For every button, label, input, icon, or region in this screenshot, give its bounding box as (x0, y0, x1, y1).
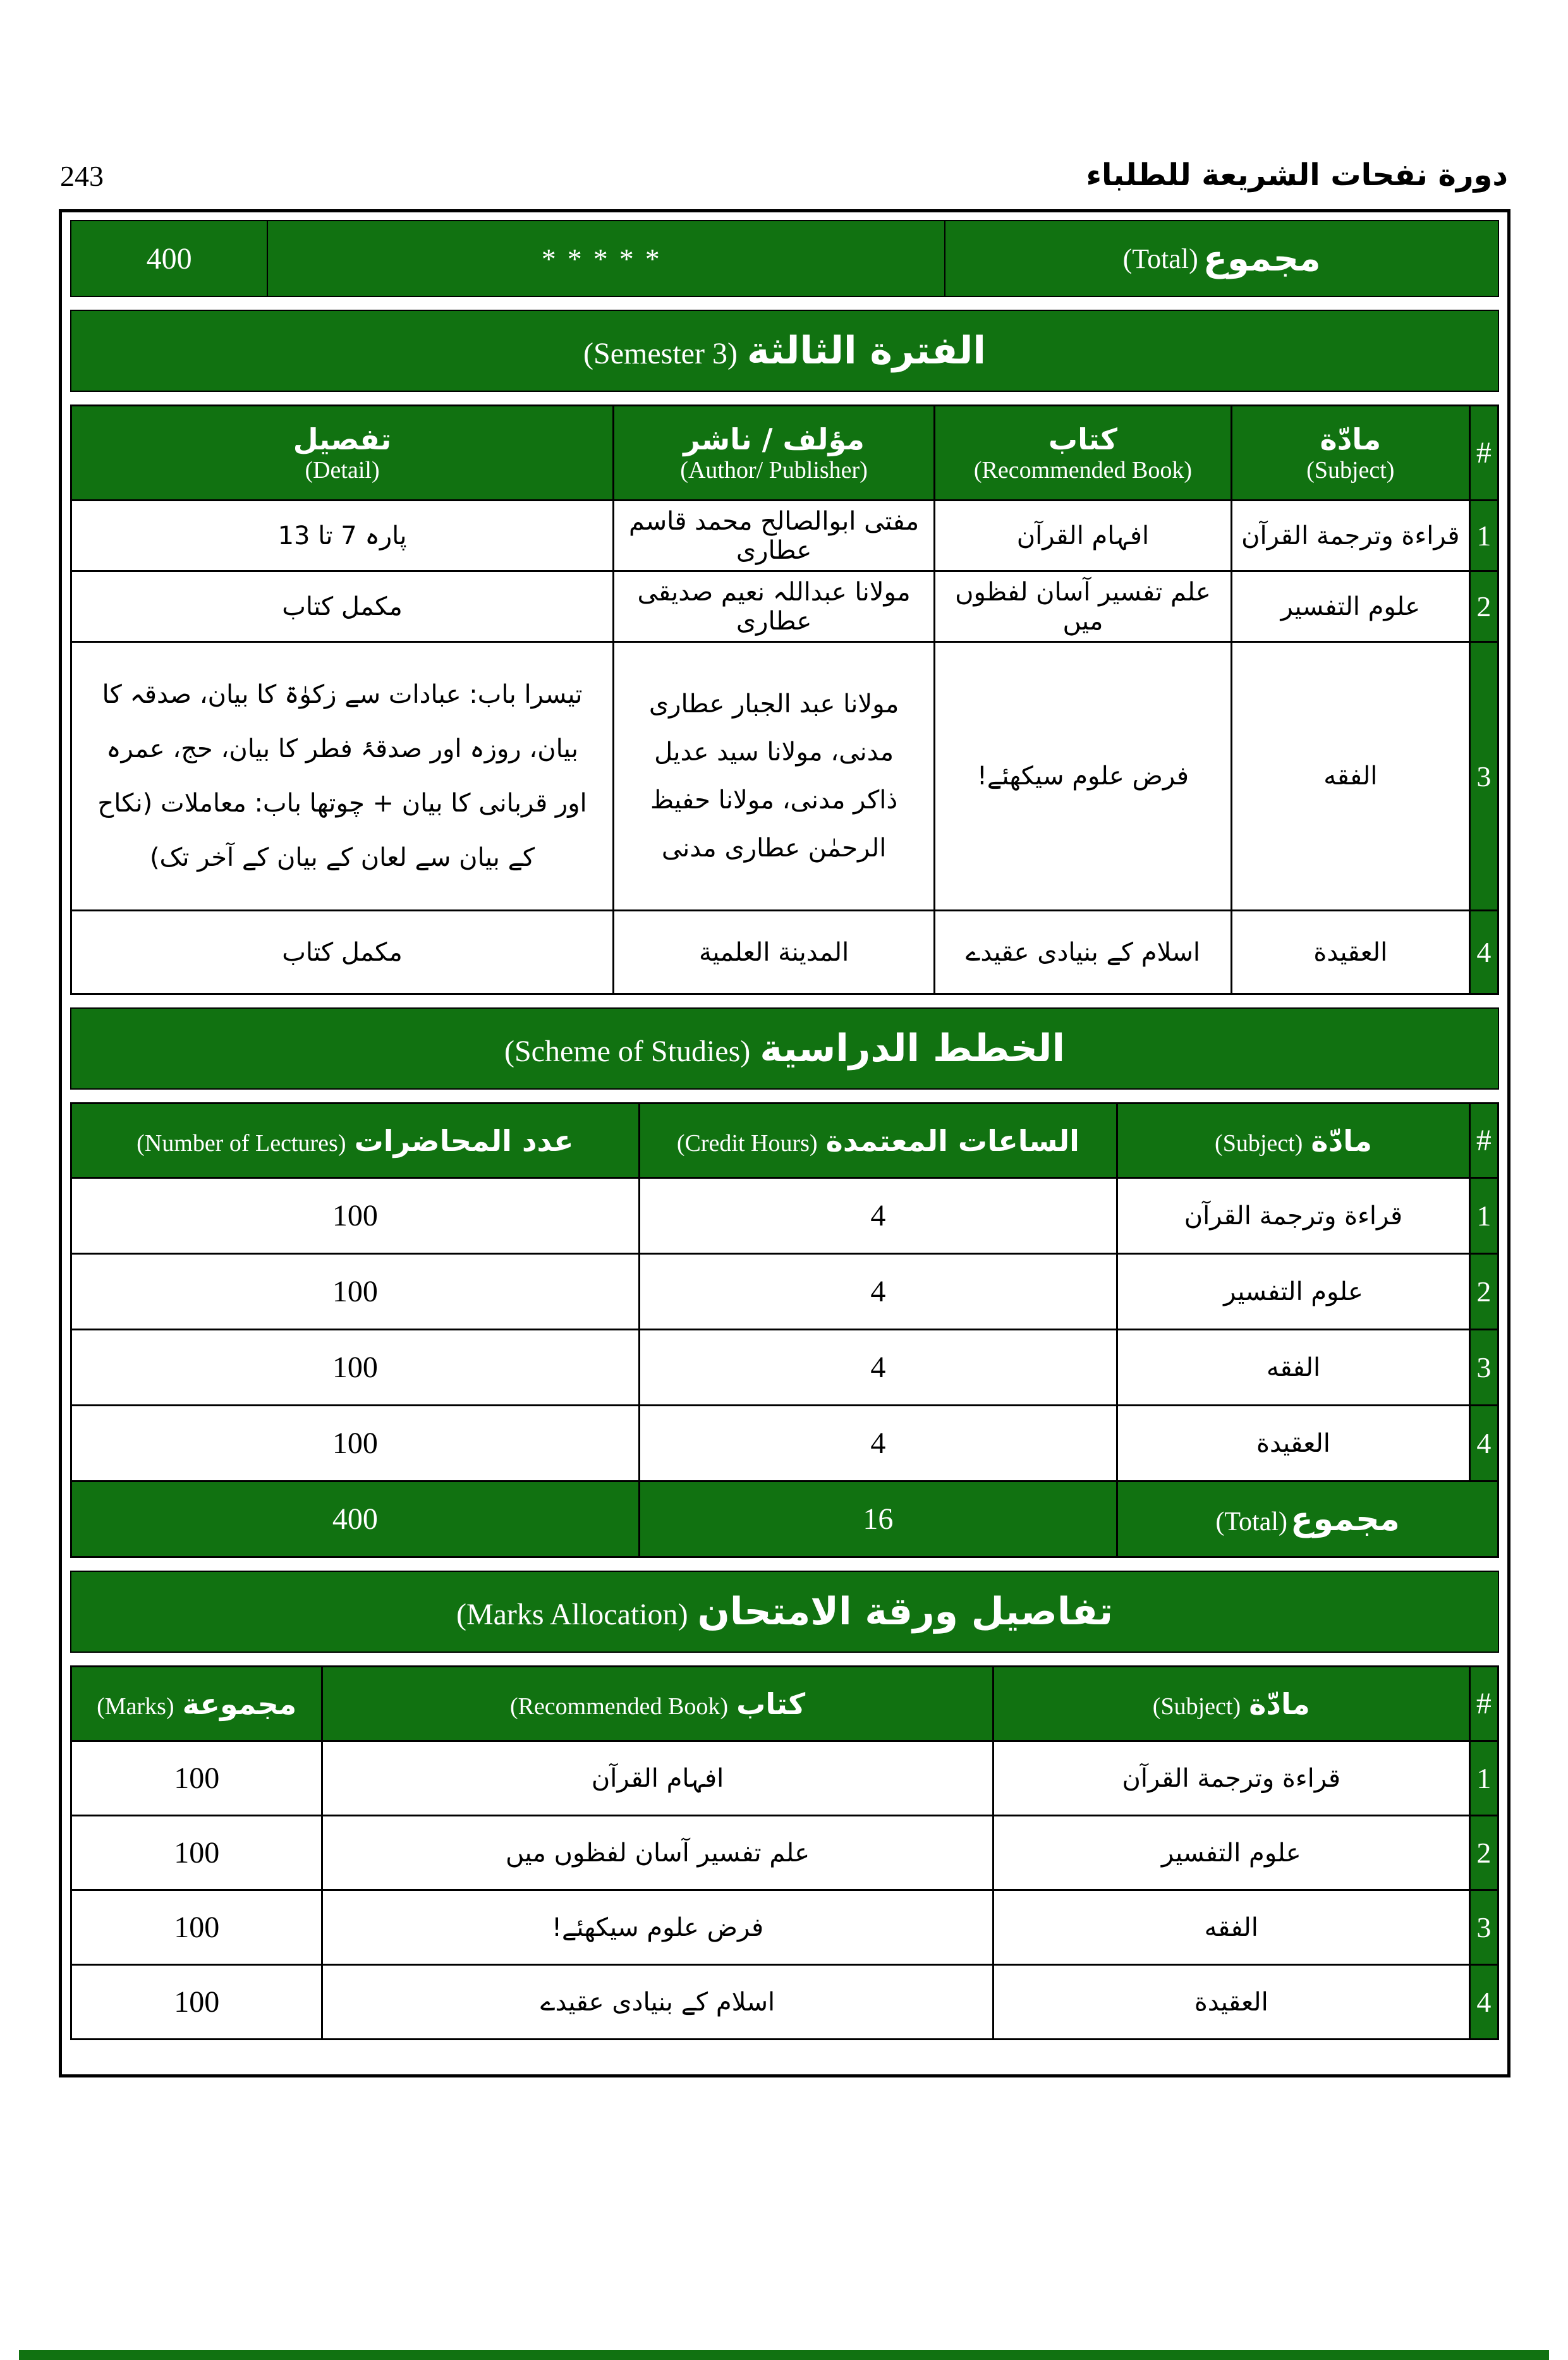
col-book-arabic: كتاب (1048, 422, 1117, 456)
scheme-banner-english: (Scheme of Studies) (504, 1035, 751, 1068)
spacer (70, 2040, 1499, 2077)
scheme-row-1-lectures: 100 (71, 1178, 640, 1254)
scheme-header-row (71, 1104, 1498, 1178)
page (0, 142, 1568, 2360)
semester-col-author (614, 406, 935, 501)
marks-row-3 (71, 1890, 1498, 1965)
marks-col-marks-arabic: مجموعة (182, 1686, 297, 1721)
marks-row-4-marks: 100 (71, 1965, 322, 2040)
spacer (70, 995, 1499, 1007)
semester-banner (70, 310, 1499, 392)
col-subject-english: (Subject) (1306, 456, 1395, 484)
semester-row-1-book: افہام القرآن (935, 501, 1232, 571)
top-total-row (70, 220, 1499, 297)
spacer (70, 297, 1499, 310)
marks-col-marks-english: (Marks) (97, 1693, 174, 1720)
scheme-total-label (1117, 1481, 1498, 1557)
page-header (60, 142, 1508, 193)
marks-banner-arabic: تفاصيل ورقة الامتحان (697, 1590, 1114, 1634)
footer-strip (19, 2350, 1549, 2360)
semester-col-serial: # (1469, 406, 1498, 501)
scheme-row-1-serial: 1 (1469, 1178, 1498, 1254)
marks-col-book-english: (Recommended Book) (509, 1693, 729, 1720)
scheme-row-2-lectures: 100 (71, 1254, 640, 1330)
semester-row-2-subject: علوم التفسير (1231, 571, 1469, 642)
semester-banner-arabic: الفترة الثالثة (747, 329, 986, 373)
col-detail-arabic: تفصيل (293, 422, 392, 456)
scheme-row-3-subject: الفقه (1117, 1330, 1470, 1406)
semester-row-4-author: المدينة العلمية (614, 911, 935, 994)
scheme-row-1-credit-hours: 4 (639, 1178, 1117, 1254)
spacer (70, 392, 1499, 404)
marks-row-2-marks: 100 (71, 1816, 322, 1890)
scheme-col-lectures-english: (Number of Lectures) (137, 1129, 346, 1157)
scheme-row-4 (71, 1406, 1498, 1481)
semester-row-4-serial: 4 (1469, 911, 1498, 994)
marks-row-3-book: فرض علوم سیکھئے! (322, 1890, 993, 1965)
semester-row-2-book: علم تفسیر آسان لفظوں میں (935, 571, 1232, 642)
scheme-row-4-lectures: 100 (71, 1406, 640, 1481)
document-title: دورة نفحات الشريعة للطلباء (1086, 157, 1508, 193)
scheme-row-2-credit-hours: 4 (639, 1254, 1117, 1330)
marks-col-marks (71, 1667, 322, 1741)
scheme-col-credit-hours (639, 1104, 1117, 1178)
scheme-row-3-serial: 3 (1469, 1330, 1498, 1406)
semester-col-book (935, 406, 1232, 501)
semester-row-3-detail: تیسرا باب: عبادات سے زکوٰۃ کا بیان، صدقہ کا بیان، روزہ اور صدقۂ فطر کا بیان، حج، عمرہ اور قربانی کا بیان + چوتھا باب: معاملات (نکاح کے بیان سے لعان کے بیان کے آخر تک) (71, 642, 614, 911)
semester-row-4 (71, 911, 1498, 994)
semester-row-3-author: مولانا عبد الجبار عطاری مدنی، مولانا سید عدیل ذاکر مدنی، مولانا حفیظ الرحمٰن عطاری مدنی (614, 642, 935, 911)
marks-col-subject (993, 1667, 1469, 1741)
marks-header-row (71, 1667, 1498, 1741)
spacer (70, 1653, 1499, 1665)
marks-row-4 (71, 1965, 1498, 2040)
spacer (70, 1558, 1499, 1571)
scheme-row-3 (71, 1330, 1498, 1406)
semester-row-1-author: مفتی ابوالصالح محمد قاسم عطاری (614, 501, 935, 571)
scheme-total-credit-hours: 16 (639, 1481, 1117, 1557)
semester-row-2-serial: 2 (1469, 571, 1498, 642)
semester-row-4-detail: مکمل کتاب (71, 911, 614, 994)
marks-row-3-subject: الفقه (993, 1890, 1469, 1965)
semester-row-1-serial: 1 (1469, 501, 1498, 571)
scheme-row-1 (71, 1178, 1498, 1254)
semester-row-4-book: اسلام کے بنیادی عقیدے (935, 911, 1232, 994)
scheme-total-label-english: (Total) (1215, 1507, 1288, 1536)
scheme-total-label-arabic: مجموع (1291, 1500, 1400, 1538)
col-book-english: (Recommended Book) (973, 456, 1192, 484)
scheme-col-subject-arabic: مادّة (1311, 1123, 1372, 1158)
spacer (70, 1090, 1499, 1102)
scheme-row-2-serial: 2 (1469, 1254, 1498, 1330)
semester-row-4-subject: العقيدة (1231, 911, 1469, 994)
top-total-label-cell (944, 221, 1498, 296)
semester-row-1-detail: پارہ 7 تا 13 (71, 501, 614, 571)
marks-row-1-book: افہام القرآن (322, 1741, 993, 1816)
scheme-total-row (71, 1481, 1498, 1557)
col-subject-arabic: مادّة (1320, 422, 1382, 456)
scheme-row-3-lectures: 100 (71, 1330, 640, 1406)
marks-row-1-marks: 100 (71, 1741, 322, 1816)
scheme-col-subject-english: (Subject) (1215, 1129, 1303, 1157)
marks-row-3-marks: 100 (71, 1890, 322, 1965)
semester-col-subject (1231, 406, 1469, 501)
semester-row-1-subject: قراءة وترجمة القرآن (1231, 501, 1469, 571)
scheme-row-4-subject: العقيدة (1117, 1406, 1470, 1481)
col-author-english: (Author/ Publisher) (680, 456, 868, 484)
scheme-total-lectures: 400 (71, 1481, 640, 1557)
scheme-row-3-credit-hours: 4 (639, 1330, 1117, 1406)
marks-col-book-arabic: كتاب (736, 1686, 806, 1721)
marks-row-2 (71, 1816, 1498, 1890)
marks-col-subject-arabic: مادّة (1249, 1686, 1310, 1721)
marks-row-1-subject: قراءة وترجمة القرآن (993, 1741, 1469, 1816)
marks-banner-english: (Marks Allocation) (456, 1598, 688, 1631)
semester-header-row (71, 406, 1498, 501)
scheme-col-credit-english: (Credit Hours) (676, 1129, 818, 1157)
semester-row-3-serial: 3 (1469, 642, 1498, 911)
semester-row-3-subject: الفقه (1231, 642, 1469, 911)
scheme-row-4-serial: 4 (1469, 1406, 1498, 1481)
top-total-label-arabic: مجموع (1203, 238, 1321, 279)
semester-row-2 (71, 571, 1498, 642)
marks-row-4-book: اسلام کے بنیادی عقیدے (322, 1965, 993, 2040)
marks-row-4-subject: العقيدة (993, 1965, 1469, 2040)
top-total-value-cell: 400 (146, 241, 192, 276)
scheme-col-lectures-arabic: عدد المحاضرات (354, 1123, 574, 1158)
marks-row-1-serial: 1 (1469, 1741, 1498, 1816)
scheme-col-serial: # (1469, 1104, 1498, 1178)
document-frame (59, 209, 1510, 2077)
scheme-col-subject (1117, 1104, 1470, 1178)
marks-banner (70, 1571, 1499, 1653)
semester-row-3 (71, 642, 1498, 911)
scheme-table (70, 1102, 1499, 1558)
scheme-row-2 (71, 1254, 1498, 1330)
marks-col-book (322, 1667, 993, 1741)
col-detail-english: (Detail) (305, 456, 380, 484)
marks-table (70, 1665, 1499, 2040)
top-total-stars-cell: ***** (267, 221, 944, 296)
scheme-banner-arabic: الخطط الدراسية (760, 1026, 1066, 1071)
col-author-arabic: مؤلف / ناشر (683, 422, 865, 456)
semester-row-3-book: فرض علوم سیکھئے! (935, 642, 1232, 911)
marks-row-1 (71, 1741, 1498, 1816)
marks-col-serial: # (1469, 1667, 1498, 1741)
semester-row-2-author: مولانا عبداللہ نعیم صدیقی عطاری (614, 571, 935, 642)
marks-row-4-serial: 4 (1469, 1965, 1498, 2040)
scheme-col-credit-arabic: الساعات المعتمدة (825, 1123, 1079, 1158)
scheme-col-lectures (71, 1104, 640, 1178)
marks-row-2-subject: علوم التفسير (993, 1816, 1469, 1890)
semester-row-2-detail: مکمل کتاب (71, 571, 614, 642)
semester-table (70, 404, 1499, 995)
page-number: 243 (60, 160, 104, 192)
marks-col-subject-english: (Subject) (1152, 1693, 1241, 1720)
top-total-label-english: (Total) (1122, 243, 1198, 274)
marks-row-2-book: علم تفسیر آسان لفظوں میں (322, 1816, 993, 1890)
scheme-row-2-subject: علوم التفسير (1117, 1254, 1470, 1330)
marks-row-3-serial: 3 (1469, 1890, 1498, 1965)
marks-row-2-serial: 2 (1469, 1816, 1498, 1890)
semester-row-1 (71, 501, 1498, 571)
scheme-banner (70, 1007, 1499, 1090)
semester-banner-english: (Semester 3) (583, 337, 738, 370)
scheme-row-1-subject: قراءة وترجمة القرآن (1117, 1178, 1470, 1254)
semester-col-detail (71, 406, 614, 501)
scheme-row-4-credit-hours: 4 (639, 1406, 1117, 1481)
